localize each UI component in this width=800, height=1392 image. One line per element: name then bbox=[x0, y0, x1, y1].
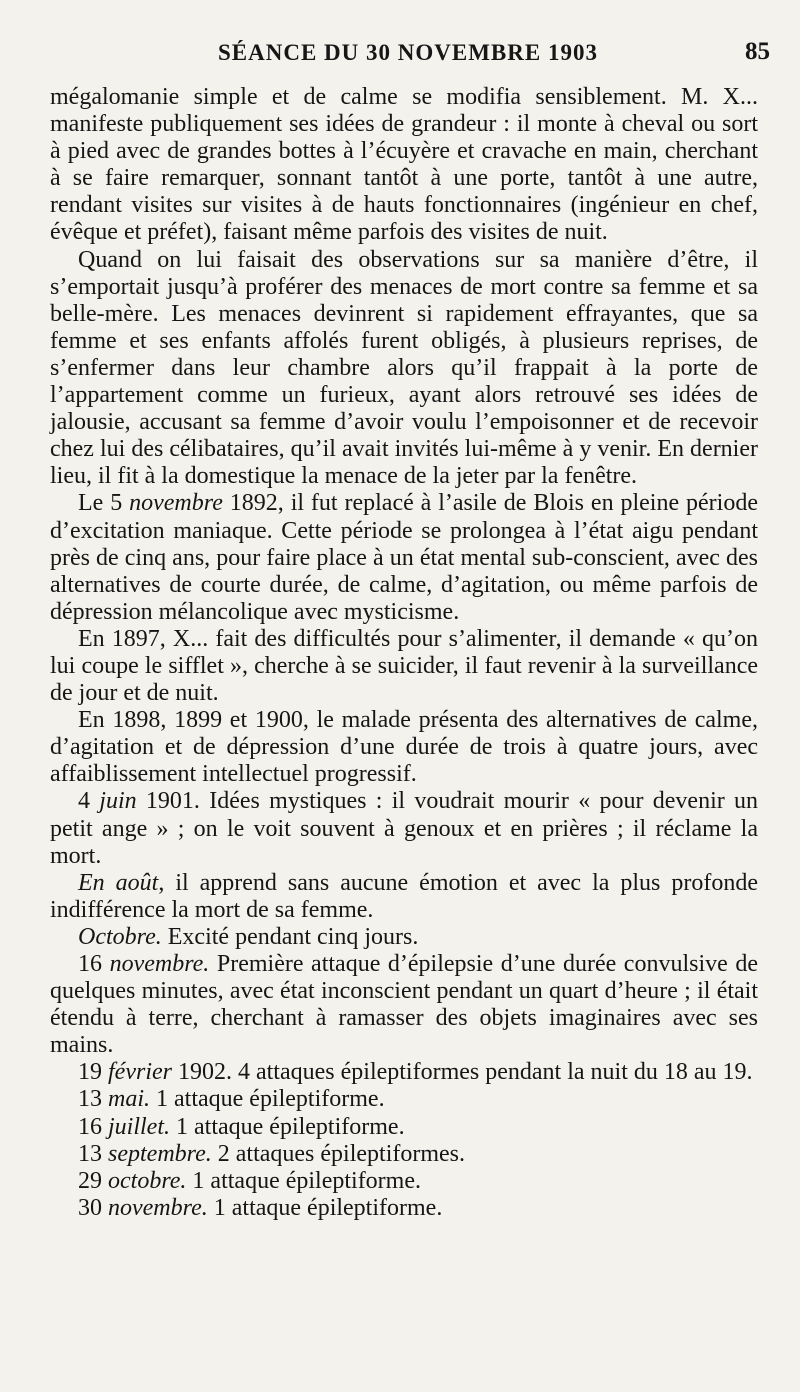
paragraph-3: Le 5 novembre 1892, il fut replacé à l’asile de Blois en pleine période d’excitation maniaque. Cette période se prolongea à l’état aigu pendant près de cinq ans, pour faire place à un état mental sub-conscient, avec des alternatives de courte durée, de calme, d’agitation, ou même parfois de dépression mélancolique avec mysticisme. bbox=[50, 490, 758, 625]
paragraph-6: 4 juin 1901. Idées mystiques : il voudrait mourir « pour devenir un petit ange » ; on le voit souvent à genoux et en prières ; il réclame la mort. bbox=[50, 788, 759, 869]
paragraph-1: mégalomanie simple et de calme se modifia sensiblement. M. X... manifeste publiquement ses idées de grandeur : il monte à cheval ou sort à pied avec de grandes bottes à l’écuyère et cravache en main, cherchant à se faire remarquer, sonnant tantôt à une porte, tantôt à une autre, rendant visites sur visites à de hauts fonctionnaires (ingénieur en chef, évêque et préfet), faisant même parfois des visites de nuit. bbox=[50, 84, 758, 246]
seizure-entry: 16 juillet. 1 attaque épileptiforme. bbox=[78, 1113, 405, 1140]
paragraph-2: Quand on lui faisait des observations sur sa manière d’être, il s’emportait jusqu’à proférer des menaces de mort contre sa femme et sa belle-mère. Les menaces devinrent si rapidement effrayantes, que sa femme et ses enfants affolés furent obligés, à plusieurs reprises, de s’enfermer dans leur chambre alors qu’il frappait à la porte de l’appartement comme un furieux, ayant alors retrouvé ses idées de jalousie, accusant sa femme d’avoir voulu l’empoisonner et de recevoir chez lui des célibataires, qu’il avait invités lui-même à y venir. En dernier lieu, il fit à la domestique la menace de la jeter par la fenêtre. bbox=[50, 246, 758, 490]
paragraph-8: Octobre. Excité pendant cinq jours. bbox=[78, 923, 419, 950]
seizure-entry: 30 novembre. 1 attaque épileptiforme. bbox=[78, 1194, 443, 1221]
page-header bbox=[0, 36, 800, 86]
body-text bbox=[50, 84, 758, 1222]
paragraph-10: 19 février 1902. 4 attaques épileptiformes pendant la nuit du 18 au 19. bbox=[78, 1059, 753, 1086]
seizure-entry: 13 mai. 1 attaque épileptiforme. bbox=[78, 1086, 385, 1113]
paragraph-7: En août, il apprend sans aucune émotion et avec la plus profonde indifférence la mort de sa femme. bbox=[50, 869, 759, 923]
page-number: 85 bbox=[745, 38, 770, 65]
paragraph-5: En 1898, 1899 et 1900, le malade présenta des alternatives de calme, d’agitation et de dépression d’une durée de trois à quatre jours, avec affaiblissement intellectuel progressif. bbox=[50, 707, 758, 788]
paragraph-4: En 1897, X... fait des difficultés pour s’alimenter, il demande « qu’on lui coupe le sifflet », cherche à se suicider, il faut revenir à la surveillance de jour et de nuit. bbox=[50, 625, 758, 707]
seizure-entry: 29 octobre. 1 attaque épileptiforme. bbox=[78, 1167, 421, 1194]
paragraph-9: 16 novembre. Première attaque d’épilepsie d’une durée convulsive de quelques minutes, avec état inconscient pendant un quart d’heure ; il était étendu à terre, cherchant à ramasser des objets imaginaires avec ses mains. bbox=[50, 951, 758, 1059]
seizure-entry: 13 septembre. 2 attaques épileptiformes. bbox=[78, 1140, 466, 1167]
running-head: SÉANCE DU 30 NOVEMBRE 1903 bbox=[218, 40, 598, 65]
